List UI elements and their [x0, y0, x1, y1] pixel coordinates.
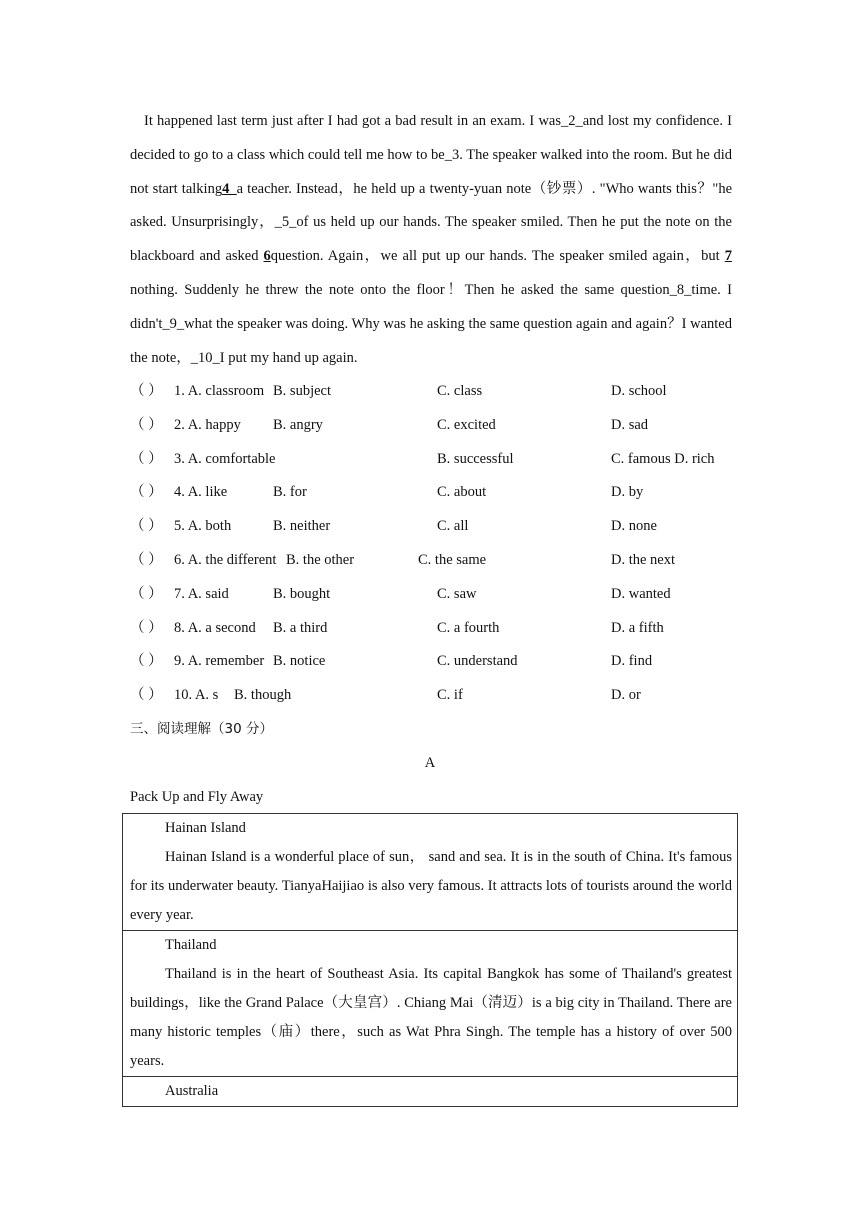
answer-options	[130, 375, 750, 713]
option-c: C. a fourth	[437, 619, 500, 636]
option-a: 3. A. comfortable	[174, 450, 276, 467]
table-row	[123, 814, 737, 930]
option-a: 9. A. remember	[174, 653, 265, 670]
question-row	[130, 578, 750, 612]
option-c-d: C. famous D. rich	[611, 450, 715, 467]
answer-blank[interactable]: （ ）	[130, 383, 163, 399]
option-c: C. all	[437, 518, 469, 535]
option-c: C. about	[437, 484, 487, 501]
passage-letter: A	[424, 755, 436, 771]
option-d: D. wanted	[611, 585, 671, 602]
option-b: B. for	[273, 484, 307, 501]
option-a: 7. A. said	[174, 585, 229, 602]
passage-text: a teacher. Instead，he held up a twenty-yuan note（钞票）. "Who wants this？"he asked. Unsurprisingly，_5_of us held up our hands. The speaker smiled. Then he put the note on the blackboard and asked	[130, 180, 733, 265]
answer-blank[interactable]: （ ）	[130, 518, 163, 535]
option-d: D. sad	[611, 416, 649, 433]
answer-blank[interactable]: （ ）	[130, 619, 163, 636]
option-d: D. the next	[611, 551, 676, 568]
table-row	[123, 1076, 737, 1106]
question-row	[130, 443, 750, 477]
answer-blank[interactable]: （ ）	[130, 416, 163, 433]
question-row	[130, 409, 750, 443]
option-a: 2. A. happy	[174, 416, 241, 433]
option-b: B. angry	[273, 416, 323, 433]
option-d: D. or	[611, 687, 641, 704]
answer-blank[interactable]: （ ）	[130, 687, 163, 704]
blank-marker: 6	[263, 248, 271, 265]
question-row	[130, 510, 750, 544]
passage-text: It happened last term just after I had got a bad result in an exam. I was_2_and lost my confidence. I decided to go to a class which could tell me how to be_3. The speaker walked into the room. But he did not start talking	[130, 113, 732, 197]
row-heading: Hainan Island	[165, 820, 246, 836]
question-row	[130, 544, 750, 578]
option-d: D. by	[611, 484, 644, 501]
option-c: C. if	[437, 687, 463, 704]
destinations-table	[122, 813, 738, 1107]
option-b: B. the other	[286, 551, 355, 568]
answer-blank[interactable]: （ ）	[130, 551, 163, 568]
answer-blank[interactable]: （ ）	[130, 484, 163, 501]
row-body-paragraph	[130, 960, 732, 1076]
question-row	[130, 375, 750, 409]
option-a: 1. A. classroom	[174, 383, 265, 399]
row-body-paragraph	[130, 843, 732, 930]
question-row	[130, 679, 750, 713]
cloze-passage	[130, 105, 732, 375]
option-a: 6. A. the different	[174, 551, 277, 568]
option-b: B. a third	[273, 619, 328, 636]
table-row	[123, 930, 737, 1076]
option-b: B. bought	[273, 585, 331, 602]
option-b: B. notice	[273, 653, 326, 670]
option-d: D. none	[611, 518, 657, 535]
option-c: C. the same	[418, 551, 487, 568]
question-row	[130, 645, 750, 679]
option-b-wide: B. successful	[437, 450, 514, 467]
answer-blank[interactable]: （ ）	[130, 585, 163, 602]
blank-marker: 7	[724, 248, 732, 265]
option-d: D. find	[611, 653, 653, 670]
blank-marker: 4_	[222, 180, 237, 197]
option-c: C. saw	[437, 585, 477, 602]
option-a: 4. A. like	[174, 484, 228, 501]
row-body: Hainan Island is a wonderful place of sun， sand and sea. It is in the south of China. It's famous for its underwater beauty. TianyaHaijiao is also very famous. It attracts lots of tourists around the world every year.	[130, 849, 732, 923]
question-row	[130, 612, 750, 646]
option-a: 5. A. both	[174, 518, 232, 535]
answer-blank[interactable]: （ ）	[130, 450, 163, 467]
option-c: C. understand	[437, 653, 518, 670]
row-body: Thailand is in the heart of Southeast Asia. Its capital Bangkok has some of Thailand's greatest buildings，like the Grand Palace（大皇宫）. Chiang Mai（清迈）is a big city in Thailand. There are many historic temples（庙）there，such as Wat Phra Singh. The temple has a history of over 500 years.	[130, 966, 732, 1069]
passage-paragraph	[130, 105, 732, 375]
passage-text: nothing. Suddenly he threw the note onto the floor！Then he asked the same question_8_time. I didn't_9_what the speaker was doing. Why was he asking the same question again and again？I wanted the note，_10_I put my hand up again.	[130, 281, 732, 366]
option-c: C. excited	[437, 416, 496, 433]
option-a: 8. A. a second	[174, 619, 256, 636]
option-d: D. school	[611, 383, 667, 399]
answer-blank[interactable]: （ ）	[130, 653, 163, 670]
row-heading: Thailand	[165, 937, 217, 953]
row-heading: Australia	[165, 1083, 219, 1099]
option-a: 10. A. s	[174, 687, 219, 704]
option-d: D. a fifth	[611, 619, 664, 636]
table-title: Pack Up and Fly Away	[130, 789, 264, 805]
option-c: C. class	[437, 383, 483, 399]
option-b: B. though	[234, 687, 292, 704]
question-row	[130, 476, 750, 510]
option-b: B. subject	[273, 383, 331, 399]
option-b: B. neither	[273, 518, 331, 535]
section-heading: 三、阅读理解（30 分）	[130, 721, 273, 737]
passage-text: question. Again，we all put up our hands. The speaker smiled again，but	[270, 248, 725, 265]
